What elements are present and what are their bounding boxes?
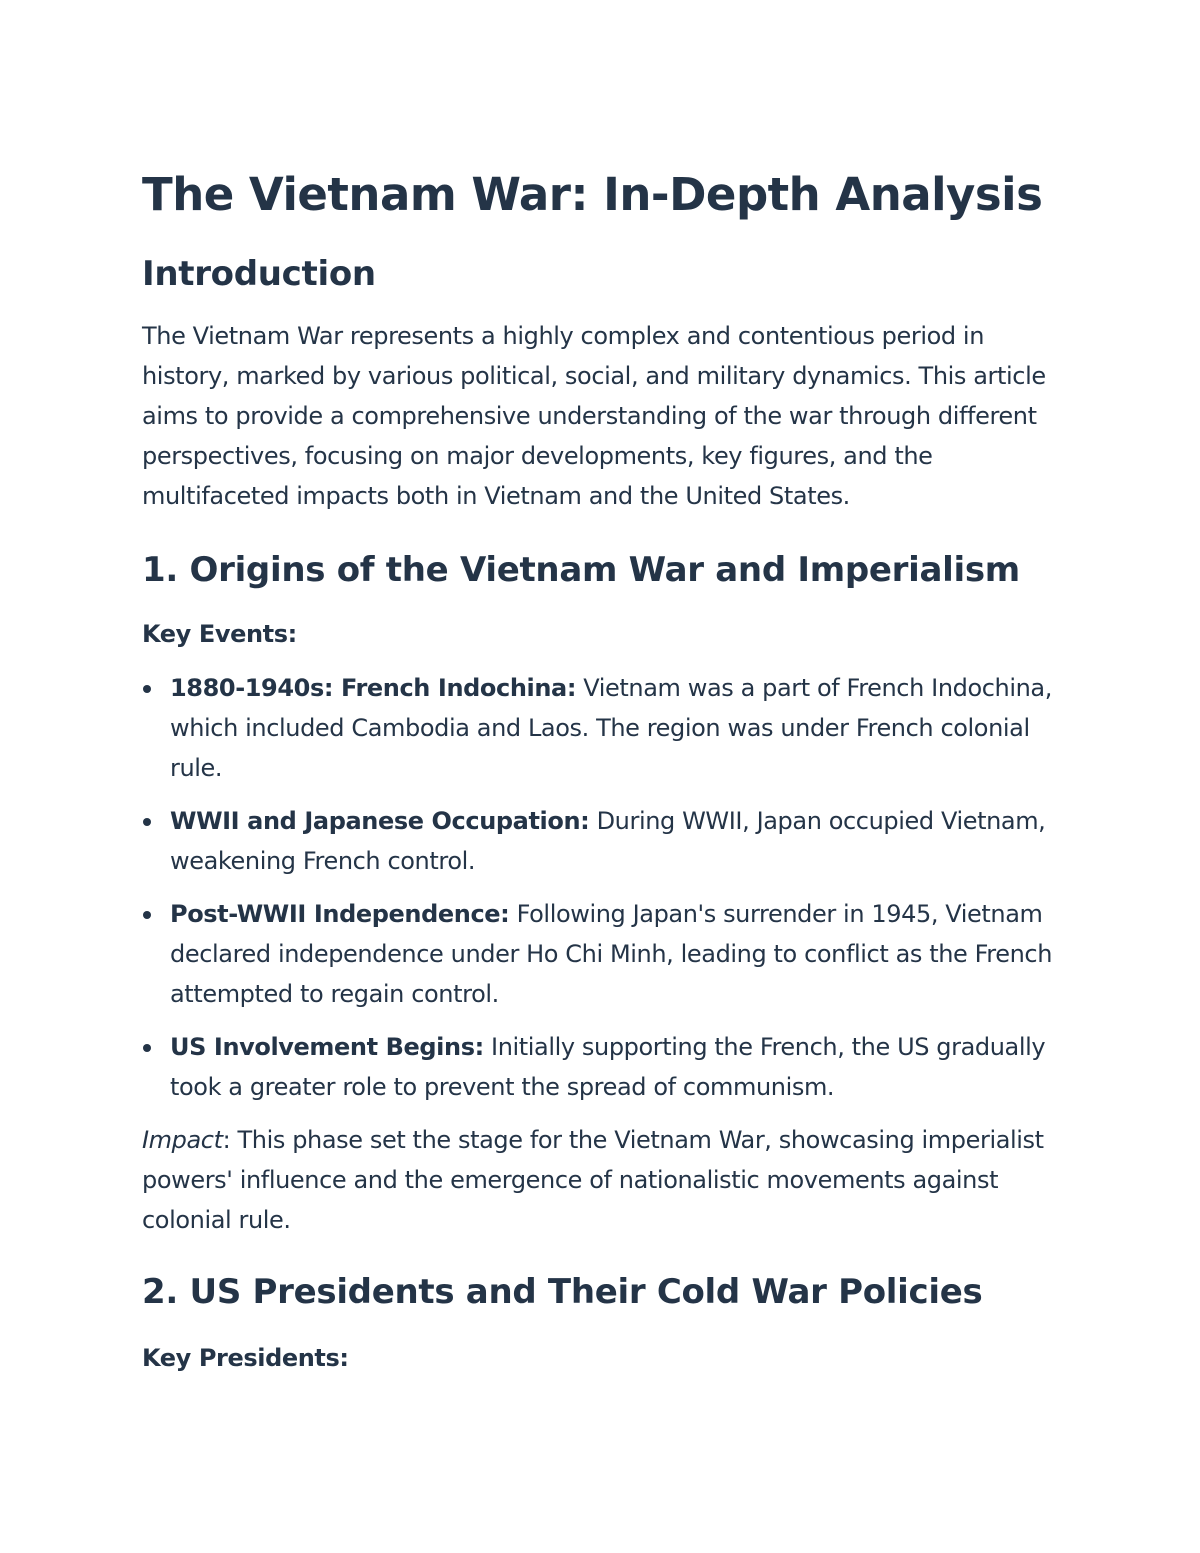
event-term: 1880-1940s: French Indochina [170,674,567,702]
event-term: US Involvement Begins [170,1033,475,1061]
presidents-heading: 2. US Presidents and Their Cold War Policies [142,1272,983,1312]
introduction-heading: Introduction [142,254,376,294]
event-text: Vietnam was a part of French Indochina, which included Cambodia and Laos. The region was under French colonial rule. [170,674,1052,782]
event-term: Post-WWII Independence [170,900,501,928]
introduction-paragraph: The Vietnam War represents a highly complex and contentious period in history, marked by various political, social, and military dynamics. This article aims to provide a comprehensive understanding of the war through different perspectives, focusing on major developments, key figures, and the multifaceted impacts both in Vietnam and the United States. [142,322,1046,510]
key-events-list [142,668,1060,1107]
origins-heading: 1. Origins of the Vietnam War and Imperialism [142,550,1020,590]
key-events-label: Key Events: [142,620,297,648]
bullet-icon [143,818,151,826]
event-term: WWII and Japanese Occupation [170,807,581,835]
impact-paragraph [142,1120,1060,1240]
bullet-icon [143,911,151,919]
event-text: Initially supporting the French, the US gradually took a greater role to prevent the spread of communism. [170,1033,1046,1101]
list-item: WWII and Japanese Occupation: During WWII, Japan occupied Vietnam, weakening French control. [170,801,1060,881]
impact-text: : This phase set the stage for the Vietnam War, showcasing imperialist powers' influence and the emergence of nationalistic movements against colonial rule. [142,1126,1044,1234]
list-item: Post-WWII Independence: Following Japan's surrender in 1945, Vietnam declared independence under Ho Chi Minh, leading to conflict as the French attempted to regain control. [170,894,1060,1014]
event-text: During WWII, Japan occupied Vietnam, weakening French control. [170,807,1046,875]
bullet-icon [143,685,151,693]
list-item: US Involvement Begins: Initially supporting the French, the US gradually took a greater role to prevent the spread of communism. [170,1027,1060,1107]
impact-label: Impact [142,1126,223,1154]
bullet-icon [143,1044,151,1052]
page-title: The Vietnam War: In-Depth Analysis [142,168,1043,221]
list-item: 1880-1940s: French Indochina: Vietnam was a part of French Indochina, which included Cambodia and Laos. The region was under French colonial rule. [170,668,1060,788]
key-presidents-label: Key Presidents: [142,1344,349,1372]
event-text: Following Japan's surrender in 1945, Vietnam declared independence under Ho Chi Minh, leading to conflict as the French attempted to regain control. [170,900,1053,1008]
